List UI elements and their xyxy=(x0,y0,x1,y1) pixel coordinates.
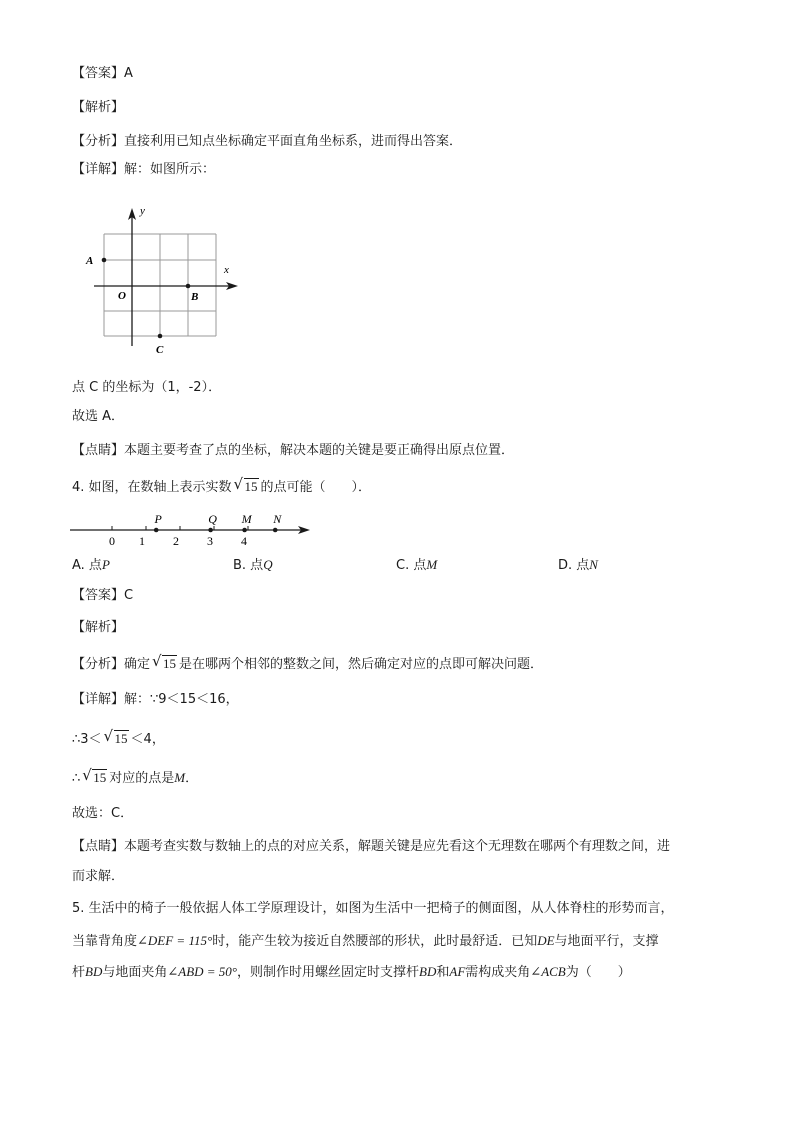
q4-answer-line xyxy=(72,586,133,606)
q5-line-1: 5. 生活中的椅子一般依据人体工学原理设计，如图为生活中一把椅子的侧面图，从人体脊柱的形势而言， xyxy=(72,901,674,916)
q3-xiangjie-line xyxy=(72,160,215,180)
point-M xyxy=(242,528,247,533)
q4-stem-prefix: 4. 如图，在数轴上表示实数 xyxy=(72,480,232,495)
origin-label: O xyxy=(118,290,126,302)
tick-label: 0 xyxy=(109,534,115,548)
tick-label: 2 xyxy=(173,534,179,548)
xiangjie-text: 解：如图所示： xyxy=(124,162,216,177)
dianjing-text: 本题主要考查了点的坐标，解决本题的关键是要正确得出原点位置． xyxy=(124,443,515,458)
q5-line-3: 杆BD与地面夹角∠ABD = 50°，则制作时用螺丝固定时支撑杆BD和AF需构成夹角∠ACB为（ ） xyxy=(72,964,631,980)
tick-label: 1 xyxy=(139,534,145,548)
tick-label: 3 xyxy=(207,534,213,548)
q4-stem xyxy=(72,477,371,498)
dianjing-tag: 【点睛】 xyxy=(72,443,125,458)
number-line-figure xyxy=(66,506,326,552)
q3-dianjing-line xyxy=(72,441,514,461)
q4-xiangjie-line xyxy=(72,690,239,710)
q4-step-3: ∴ √ 15 对应的点是M． xyxy=(72,768,198,789)
point-N-label: N xyxy=(273,512,282,526)
point-M-label: M xyxy=(241,512,252,526)
q3-choice: 故选 A． xyxy=(72,409,125,424)
option-a[interactable]: A. 点P xyxy=(72,557,110,573)
q5-line-2: 当靠背角度∠DEF = 115°时，能产生较为接近自然腰部的形状，此时最舒适．已知DE与地面平行，支撑 xyxy=(72,933,659,949)
sqrt-15: √ 15 xyxy=(103,727,128,746)
answer-tag: 【答案】 xyxy=(72,66,125,81)
point-A xyxy=(102,258,107,263)
q3-answer-line xyxy=(72,64,133,84)
tick-label: 4 xyxy=(241,534,247,548)
q3-fenxi-line xyxy=(72,132,462,152)
point-Q xyxy=(208,528,213,533)
fenxi-tag: 【分析】 xyxy=(72,134,125,149)
y-axis-label: y xyxy=(140,205,145,217)
point-B-label: B xyxy=(191,291,199,303)
sqrt-15: √ 15 xyxy=(233,475,258,494)
xiangjie-tag: 【详解】 xyxy=(72,692,125,707)
sqrt-15: √ 15 xyxy=(82,766,107,785)
xiangjie-text: 解：∵9＜15＜16， xyxy=(124,692,239,707)
coordinate-figure xyxy=(80,198,250,358)
fenxi-tag: 【分析】 xyxy=(72,657,125,672)
point-B xyxy=(186,284,191,289)
q4-choice: 故选：C． xyxy=(72,806,134,821)
grid xyxy=(104,234,216,336)
sqrt-15: √ 15 xyxy=(152,652,177,671)
option-c[interactable]: C. 点M xyxy=(396,557,438,573)
dianjing-tag: 【点睛】 xyxy=(72,839,125,854)
q3-analysis-tag: 【解析】 xyxy=(72,100,125,115)
point-P-label: P xyxy=(154,512,162,526)
q4-dianjing-line1: 【点睛】本题考查实数与数轴上的点的对应关系，解题关键是应先看这个无理数在哪两个有理数之间，进 xyxy=(72,839,671,854)
x-axis-label: x xyxy=(224,264,229,276)
answer-value: C xyxy=(124,588,134,603)
option-b[interactable]: B. 点Q xyxy=(233,557,273,573)
point-N xyxy=(273,528,278,533)
q4-analysis-tag: 【解析】 xyxy=(72,620,125,635)
answer-value: A xyxy=(124,66,133,81)
point-P xyxy=(154,528,159,533)
xiangjie-tag: 【详解】 xyxy=(72,162,125,177)
q3-conclusion: 点 C 的坐标为（1，-2）． xyxy=(72,380,222,395)
point-A-label: A xyxy=(86,255,94,267)
q4-dianjing-line2: 而求解． xyxy=(72,869,125,884)
point-C-label: C xyxy=(156,344,164,356)
point-C xyxy=(158,334,163,339)
q4-fenxi-line: 【分析】确定 √ 15 是在哪两个相邻的整数之间，然后确定对应的点即可解决问题． xyxy=(72,654,543,675)
q4-stem-suffix: 的点可能（ ）． xyxy=(260,480,372,495)
answer-tag: 【答案】 xyxy=(72,588,125,603)
fenxi-text: 直接利用已知点坐标确定平面直角坐标系，进而得出答案． xyxy=(124,134,463,149)
point-Q-label: Q xyxy=(208,512,217,526)
option-d[interactable]: D. 点N xyxy=(558,557,598,573)
q4-step-2: ∴3＜ √ 15 ＜4， xyxy=(72,729,165,750)
